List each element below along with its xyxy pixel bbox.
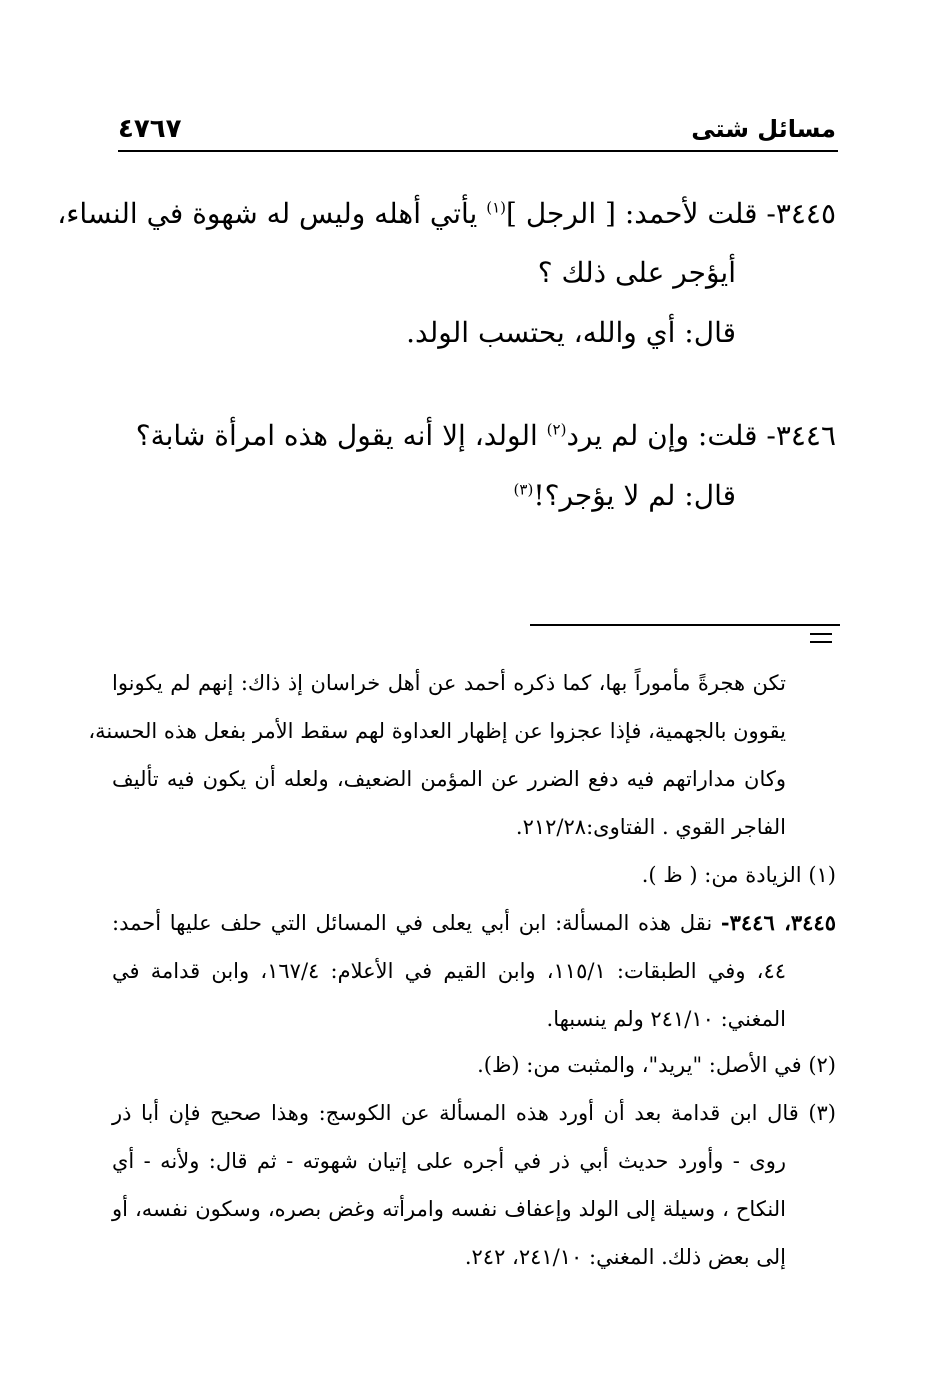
footnote-3-line: إلى بعض ذلك. المغني: ٢٤١/١٠، ٢٤٢. [464,1245,786,1269]
entry-text-wrap [112,476,736,516]
entry-text: قال: أي والله، يحتسب الولد. [406,316,736,349]
footnote-1: (١) الزيادة من: ( ظ ). [641,863,836,887]
entry-3445-answer [112,313,736,353]
footnote-text: نقل هذه المسألة: ابن أبي يعلى في المسائل التي حلف عليها أحمد: [112,911,721,935]
footnote-continuation-line: الفاجر القوي . الفتاوى:٢١٢/٢٨. [515,815,786,839]
footnote-continuation-line: وكان مداراتهم فيه دفع الضرر عن المؤمن الضعيف، ولعله أن يكون فيه تأليف [112,767,786,791]
footnote-continuation-line: تكن هجرةً مأموراً بها، كما ذكره أحمد عن أهل خراسان إذ ذاك: إنهم لم يكونوا [112,671,786,695]
footnote-3-line: النكاح ، وسيلة إلى الولد وإعفاف نفسه وامرأته وغض بصره، وسكون نفسه، أو [112,1197,786,1221]
footnote-ref-3[interactable]: (٣) [513,480,534,499]
footnote-3: (٣) قال ابن قدامة بعد أن أورد هذه المسألة عن الكوسج: وهذا صحيح فإن أبا ذر [112,1101,836,1125]
page-number: ٤٧٦٧ [118,114,182,144]
footnote-ref-2[interactable]: (٢) [546,420,567,439]
footnote-reference [112,908,836,938]
footnote-reference-line: المغني: ٢٤١/١٠ ولم ينسبها. [546,1007,786,1031]
entry-3446-question [112,416,836,456]
footnote-continuation-line: يقوون بالجهمية، فإذا عجزوا عن إظهار العداوة لهم سقط الأمر بفعل هذه الحسنة، [88,719,786,743]
entry-3445-line2 [112,253,736,293]
running-header [118,110,836,148]
footnote-reference-line: ٤٤، وفي الطبقات: ١١٥/١، وابن القيم في الأعلام: ١٦٧/٤، وابن قدامة في [112,959,786,983]
entry-text: ٣٤٤٦- قلت: وإن لم يرد [566,419,836,452]
entry-3446-answer [112,476,736,516]
entry-3445 [57,194,836,234]
entry-3445-question [57,194,836,234]
running-title: مسائل شتى [691,115,836,143]
entry-text: قال: لم لا يؤجر؟! [533,479,736,512]
entry-text: الولد، إلا أنه يقول هذه امرأة شابة؟ [135,419,547,452]
entry-text: ٣٤٤٥- قلت لأحمد: [ الرجل ] [506,197,836,230]
entry-text: أيؤجر على ذلك ؟ [537,256,736,289]
footnote-3-line: روى - وأورد حديث أبي ذر في أجره على إتيان شهوته - ثم قال: ولأنه - أي [112,1149,786,1173]
entry-text: يأتي أهله وليس له شهوة في النساء، [57,197,487,230]
entry-3446 [112,416,836,456]
footnote-separator [530,624,840,626]
footnote-ref-1[interactable]: (١) [486,198,507,217]
header-divider [118,150,838,152]
reference-entry-numbers: ٣٤٤٥، ٣٤٤٦- [720,910,836,935]
footnote-2: (٢) في الأصل: "يريد"، والمثبت من: (ظ). [477,1053,836,1077]
continuation-mark [810,633,832,649]
